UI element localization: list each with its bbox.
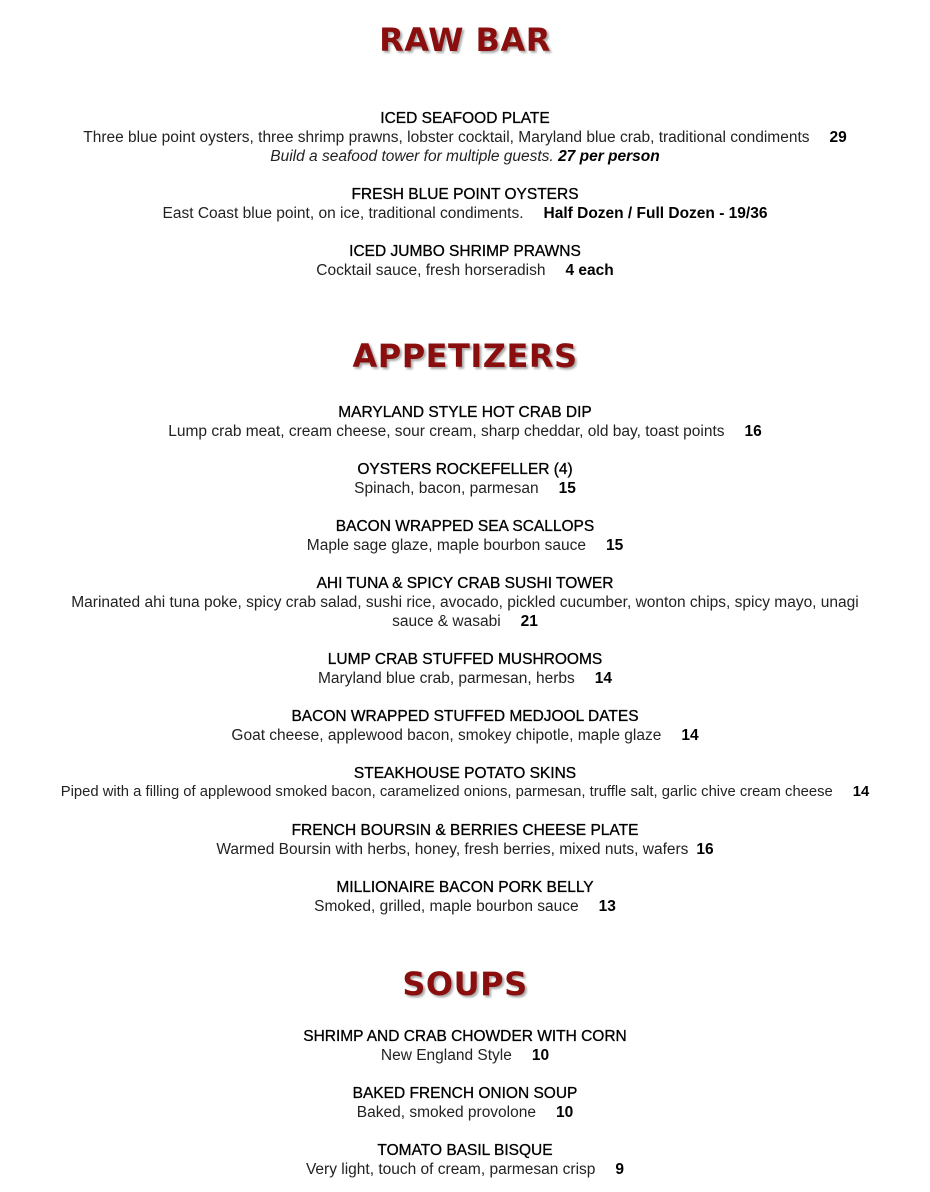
item-price: 13 (598, 898, 616, 915)
soups-heading: SOUPS (402, 965, 528, 1003)
menu-item (0, 878, 930, 916)
menu-item (55, 574, 875, 631)
item-price: 16 (696, 841, 714, 858)
item-note: Build a seafood tower for multiple guests. (270, 148, 554, 165)
menu-item (0, 650, 930, 688)
item-description: Goat cheese, applewood bacon, smokey chipotle, maple glaze (231, 727, 662, 744)
item-price: 15 (558, 480, 576, 497)
appetizers-heading: APPETIZERS (352, 337, 578, 375)
item-name: LUMP CRAB STUFFED MUSHROOMS (327, 651, 603, 668)
item-name: ICED SEAFOOD PLATE (380, 110, 550, 127)
item-description: Very light, touch of cream, parmesan crisp (305, 1161, 596, 1178)
item-price: 10 (531, 1047, 550, 1064)
item-price: 21 (520, 613, 538, 630)
item-price: 4 each (565, 262, 614, 279)
item-description: New England Style (380, 1047, 512, 1064)
menu-item (0, 1084, 930, 1122)
item-name: OYSTERS ROCKEFELLER (4) (357, 461, 573, 478)
item-name: BACON WRAPPED SEA SCALLOPS (335, 518, 595, 535)
item-price: 29 (829, 129, 847, 146)
menu-item (0, 460, 930, 498)
item-name: MARYLAND STYLE HOT CRAB DIP (338, 404, 592, 421)
menu-item (0, 764, 930, 802)
item-name: STEAKHOUSE POTATO SKINS (353, 765, 577, 782)
item-name: TOMATO BASIL BISQUE (377, 1142, 553, 1159)
item-description: Baked, smoked provolone (356, 1104, 536, 1121)
item-description: Spinach, bacon, parmesan (354, 480, 539, 497)
item-name: ICED JUMBO SHRIMP PRAWNS (349, 243, 581, 260)
item-description: Piped with a filling of applewood smoked bacon, caramelized onions, parmesan, truffle salt, garlic chive cream cheese (60, 784, 833, 800)
item-description: Three blue point oysters, three shrimp prawns, lobster cocktail, Maryland blue crab, traditional condiments (83, 129, 810, 146)
menu-item (0, 185, 930, 223)
item-description: Smoked, grilled, maple bourbon sauce (314, 898, 579, 915)
item-note-price: 27 per person (558, 148, 660, 165)
item-name: AHI TUNA & SPICY CRAB SUSHI TOWER (316, 575, 614, 592)
item-description: Cocktail sauce, fresh horseradish (316, 262, 546, 279)
item-description: Marinated ahi tuna poke, spicy crab salad, sushi rice, avocado, pickled cucumber, wonton chips, spicy mayo, unagi sauce & wasabi (71, 594, 859, 630)
menu-item (0, 403, 930, 441)
item-description: Lump crab meat, cream cheese, sour cream, sharp cheddar, old bay, toast points (168, 423, 725, 440)
menu-item (0, 821, 930, 859)
item-name: BAKED FRENCH ONION SOUP (352, 1085, 578, 1102)
raw-bar-heading: RAW BAR (379, 21, 551, 59)
item-name: FRENCH BOURSIN & BERRIES CHEESE PLATE (291, 822, 639, 839)
item-name: SHRIMP AND CRAB CHOWDER WITH CORN (303, 1028, 627, 1045)
item-name: FRESH BLUE POINT OYSTERS (351, 186, 579, 203)
item-description: Maple sage glaze, maple bourbon sauce (306, 537, 586, 554)
menu-item (0, 242, 930, 280)
item-name: BACON WRAPPED STUFFED MEDJOOL DATES (291, 708, 639, 725)
item-price: 9 (615, 1161, 625, 1178)
item-description: Maryland blue crab, parmesan, herbs (318, 670, 575, 687)
item-name: MILLIONAIRE BACON PORK BELLY (336, 879, 594, 896)
menu-item (0, 1141, 930, 1179)
item-price: 14 (852, 784, 870, 800)
item-price: 14 (594, 670, 612, 687)
item-description: East Coast blue point, on ice, traditional condiments. (162, 205, 524, 222)
item-price: 16 (744, 423, 762, 440)
menu-item (0, 517, 930, 555)
item-description: Warmed Boursin with herbs, honey, fresh berries, mixed nuts, wafers (216, 841, 689, 858)
item-price: 15 (605, 537, 624, 554)
item-price: 14 (681, 727, 699, 744)
item-price: Half Dozen / Full Dozen - 19/36 (543, 205, 768, 222)
menu-item (0, 109, 930, 166)
menu-item (0, 707, 930, 745)
menu-item (0, 1027, 930, 1065)
item-price: 10 (555, 1104, 574, 1121)
